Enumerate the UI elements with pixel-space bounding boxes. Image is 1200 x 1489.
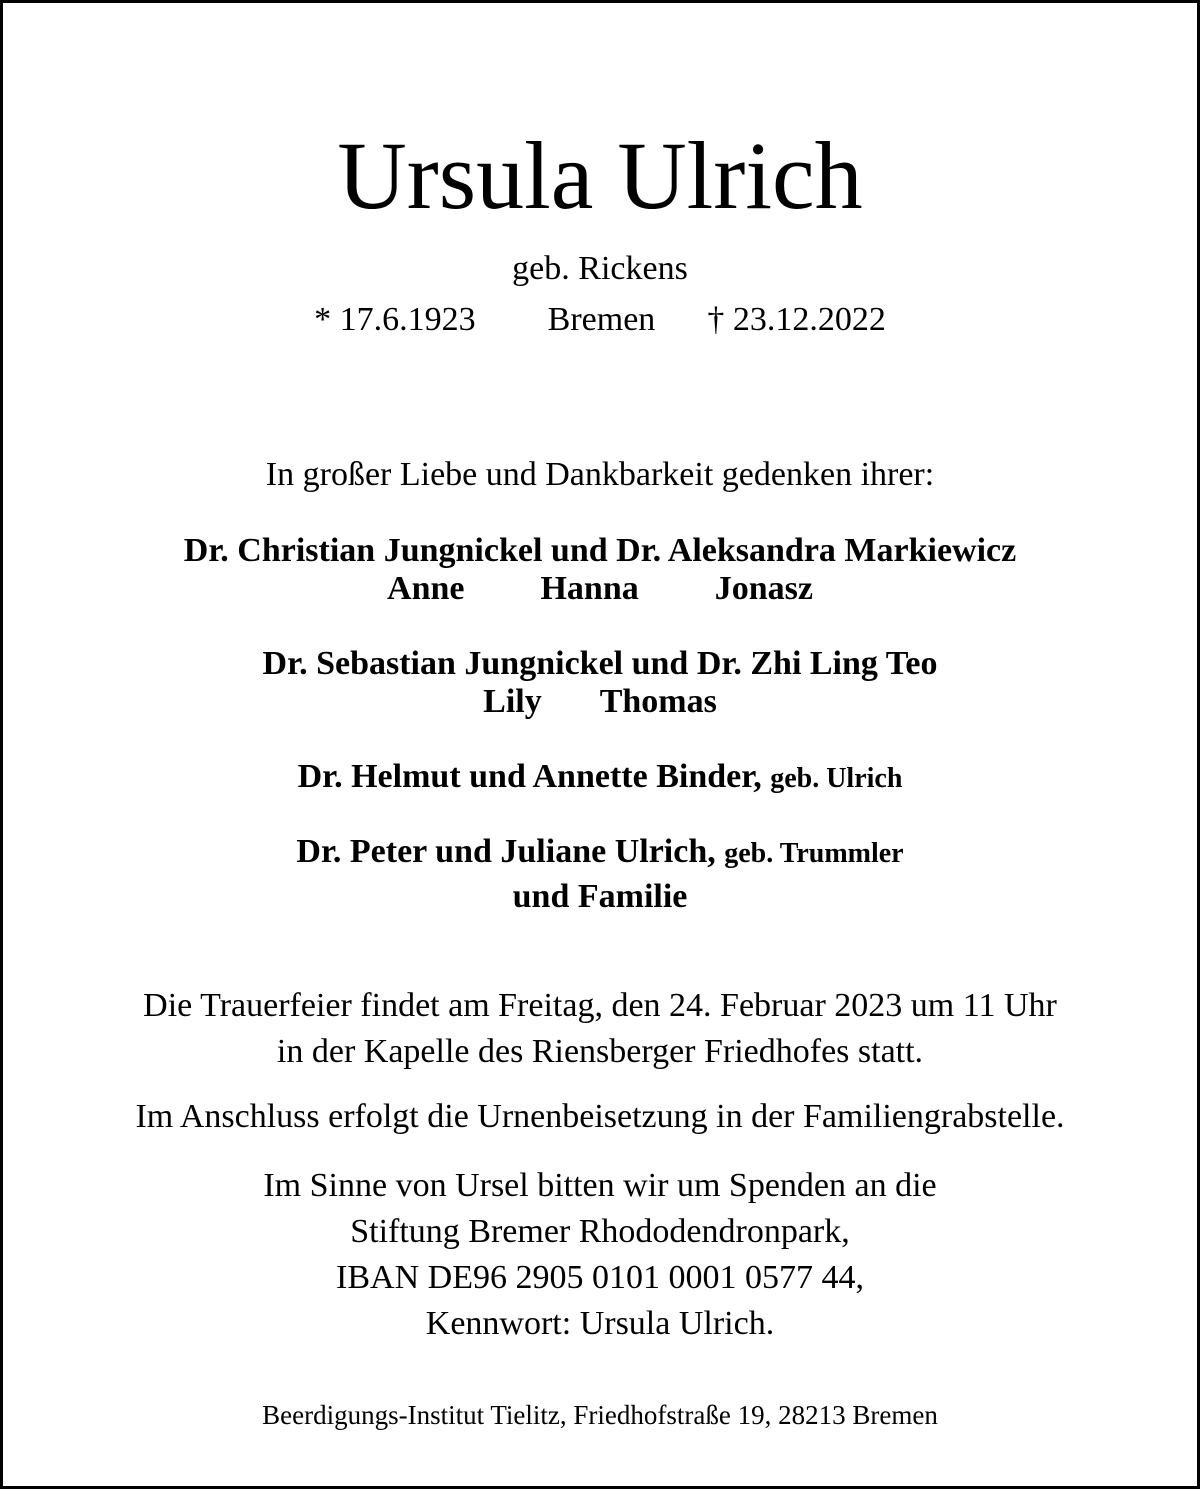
child-name: Jonasz [714, 570, 813, 607]
family3-maiden-name: geb. Ulrich [770, 763, 903, 794]
child-name: Hanna [540, 570, 639, 607]
family1-parents: Dr. Christian Jungnickel und Dr. Aleksandra Markiewicz [183, 532, 1017, 569]
family4 [3, 832, 1197, 874]
child-name: Anne [387, 570, 465, 607]
maiden-name: geb. Rickens [512, 250, 688, 287]
donation-line-1: Im Sinne von Ursel bitten wir um Spenden an die [263, 1167, 937, 1204]
funeral-line-1: Die Trauerfeier findet am Freitag, den 24. Februar 2023 um 11 Uhr [143, 987, 1057, 1024]
place: Bremen [547, 301, 656, 338]
family4-names: Dr. Peter und Juliane Ulrich, [296, 833, 716, 870]
family1-children [3, 569, 1197, 609]
family4-maiden-name: geb. Trummler [724, 838, 904, 869]
donation-keyword: Kennwort: Ursula Ulrich. [425, 1305, 775, 1342]
family2-parents: Dr. Sebastian Jungnickel und Dr. Zhi Ling Teo [262, 645, 938, 682]
donation-line-2: Stiftung Bremer Rhododendronpark, [350, 1213, 850, 1250]
family2-children [3, 682, 1197, 722]
life-dates [3, 299, 1197, 341]
intro-text: In großer Liebe und Dankbarkeit gedenken ihrer: [265, 456, 935, 493]
funeral-info [3, 983, 1197, 1075]
death-date: † 23.12.2022 [707, 301, 886, 338]
family3 [3, 757, 1197, 799]
burial-info: Im Anschluss erfolgt die Urnenbeisetzung in der Familiengrabstelle. [135, 1098, 1065, 1135]
funeral-line-2: in der Kapelle des Riensberger Friedhofes statt. [276, 1033, 924, 1070]
family3-names: Dr. Helmut und Annette Binder, [297, 758, 762, 795]
child-name: Lily [483, 683, 542, 720]
birth-date: * 17.6.1923 [314, 301, 476, 338]
funeral-home-footer: Beerdigungs-Institut Tielitz, Friedhofstraße 19, 28213 Bremen [262, 1400, 938, 1430]
family4-suffix: und Familie [512, 878, 688, 915]
child-name: Thomas [599, 683, 717, 720]
donation-info [3, 1163, 1197, 1347]
donation-iban: IBAN DE96 2905 0101 0001 0577 44, [336, 1259, 864, 1296]
deceased-name: Ursula Ulrich [337, 122, 863, 229]
